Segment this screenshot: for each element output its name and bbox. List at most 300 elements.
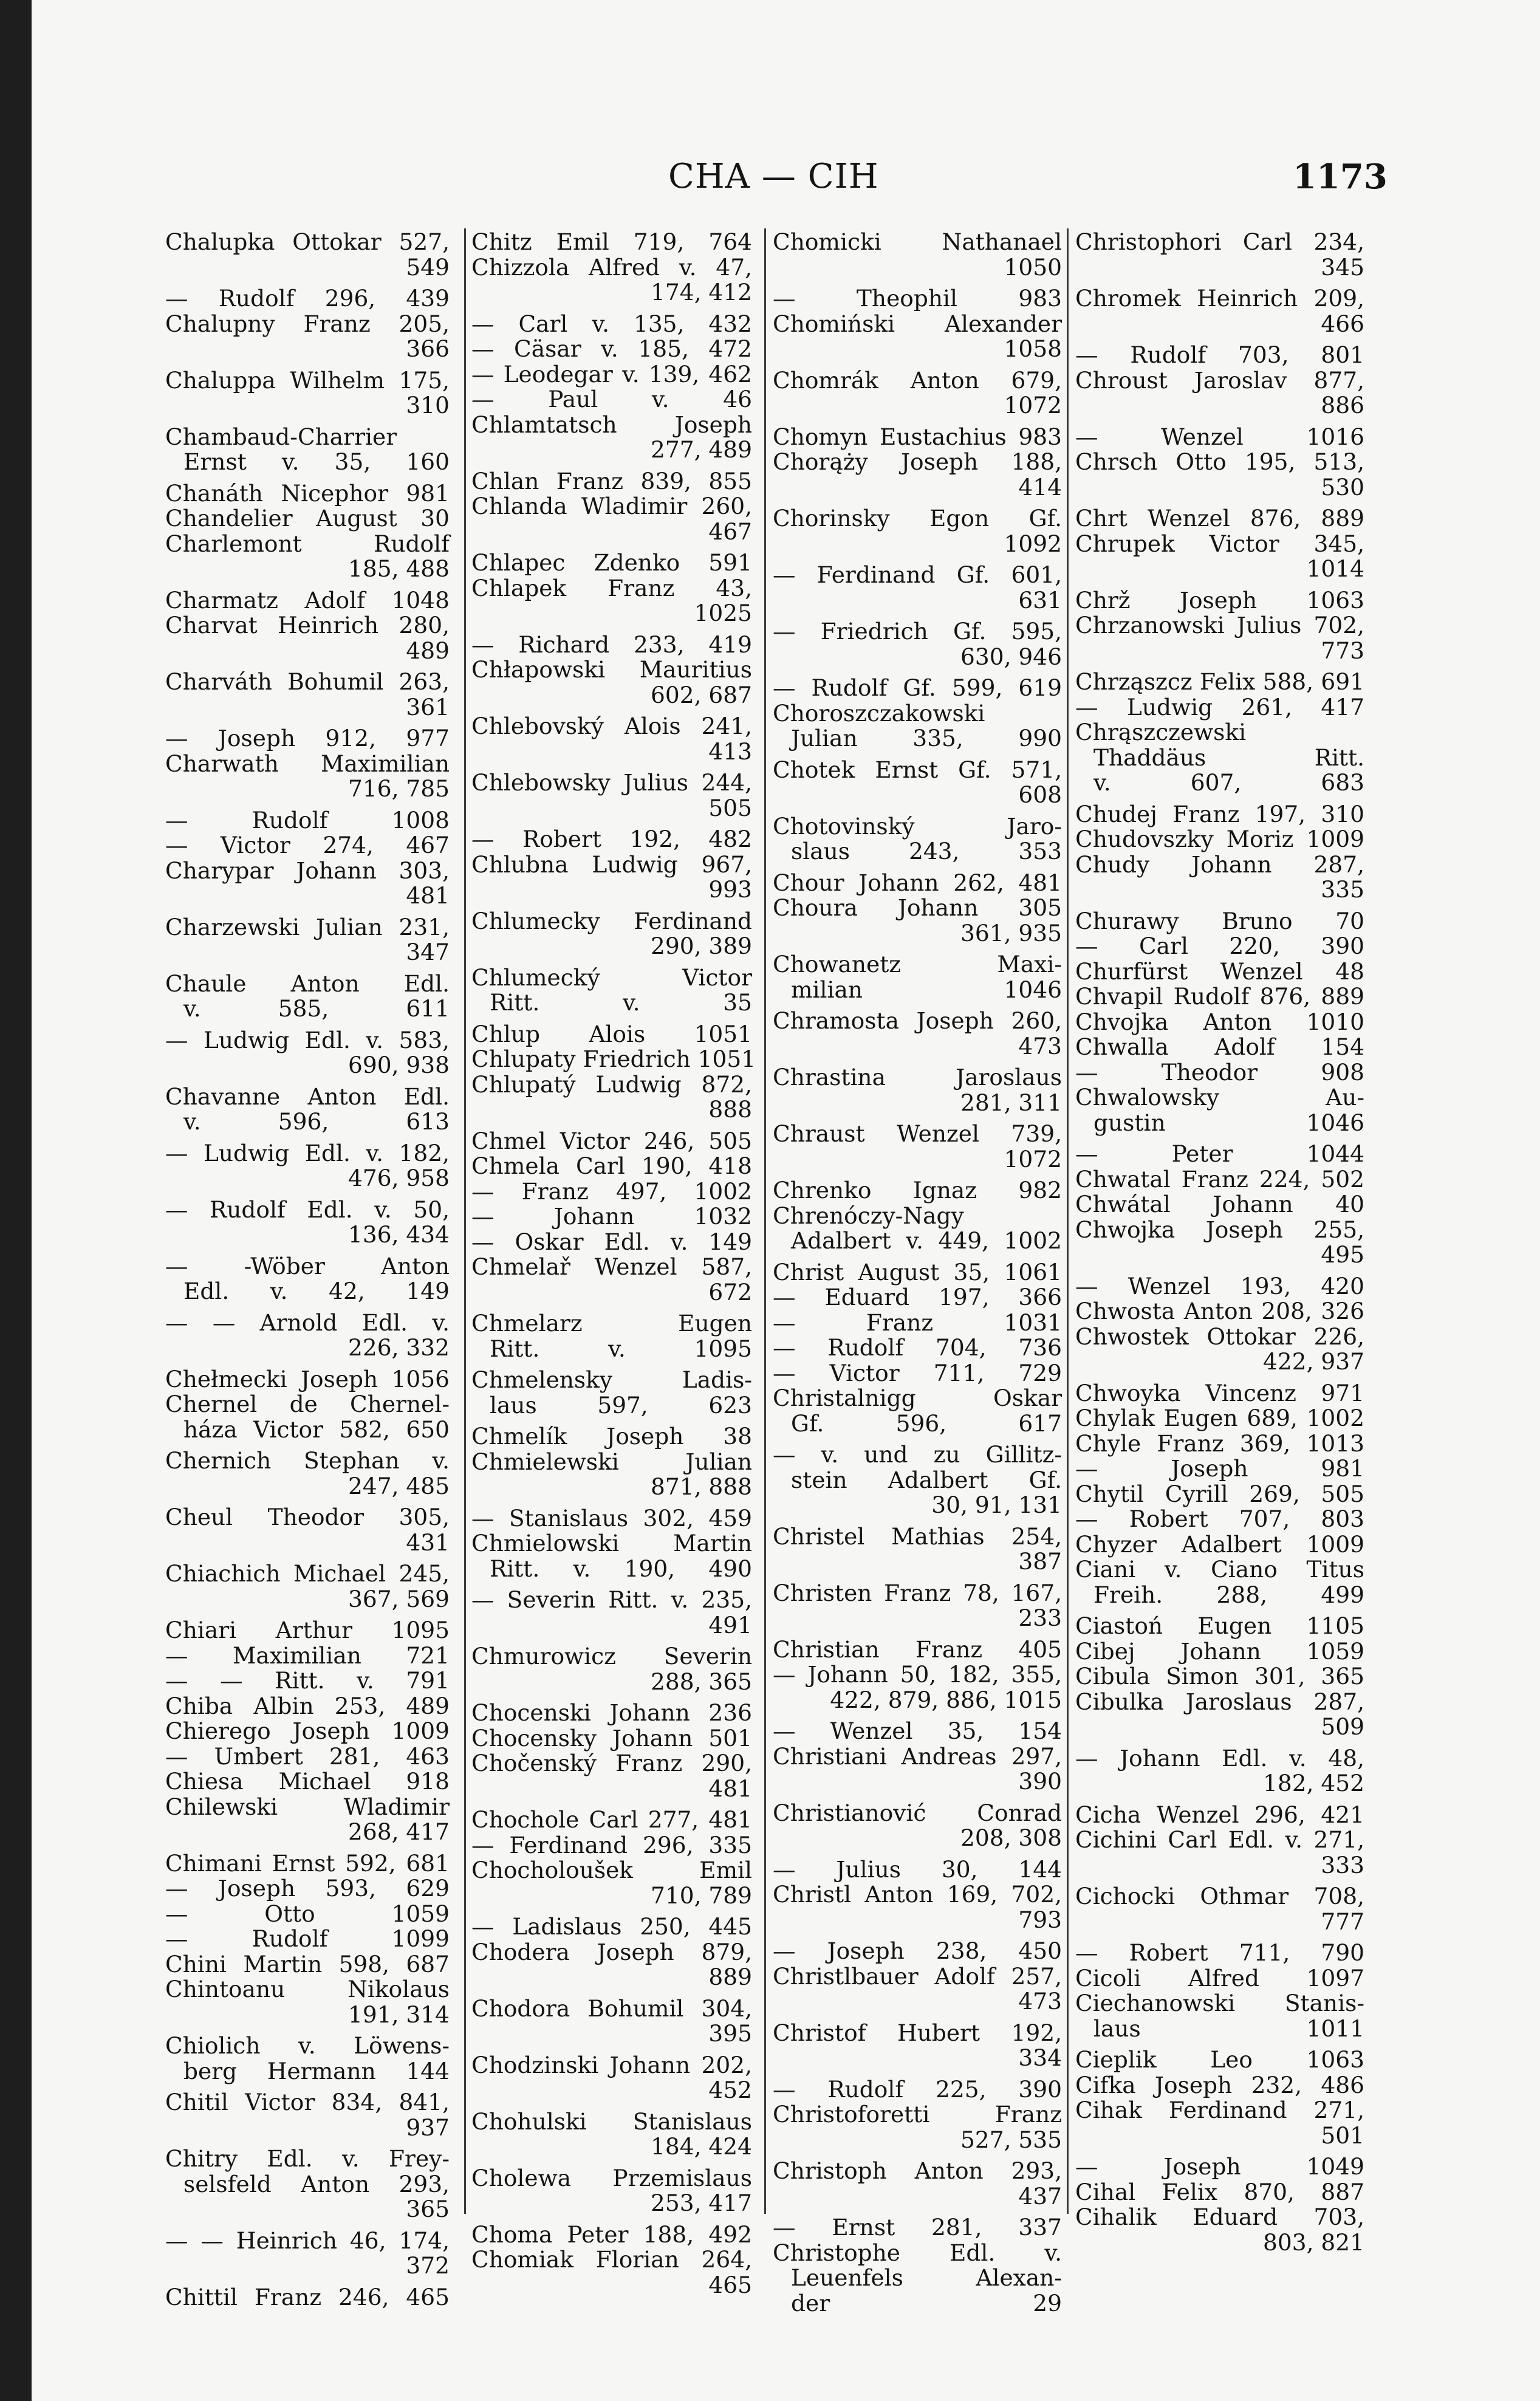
index-entry [471, 1022, 752, 1047]
index-entry [773, 286, 1062, 312]
entry-line: Christoph Anton 293, [773, 2157, 1062, 2184]
entry-continuation: 366 [406, 335, 450, 362]
entry-line: — Joseph 981 [1075, 1455, 1364, 1482]
entry-line: Charzewski Julian 231, [165, 913, 450, 940]
entry-line: Chernich Stephan v. [165, 1447, 450, 1474]
entry-continuation: 30, 91, 131 [931, 1492, 1062, 1518]
entry-line: — Oskar Edl. v. 149 [471, 1228, 752, 1255]
index-entry [773, 425, 1062, 450]
index-entry [471, 1424, 752, 1450]
index-entry [165, 2228, 450, 2279]
index-entry [1075, 532, 1364, 582]
entry-line: — Ludwig Edl. v. 583, [165, 1026, 450, 1053]
entry-continuation: 347 [406, 939, 450, 965]
entry-line: — Ladislaus 250, 445 [471, 1913, 752, 1940]
entry-line: Chittil Franz 246, 465 [165, 2283, 450, 2310]
index-entry [1075, 506, 1364, 532]
entry-line: Chvapil Rudolf 876, 889 [1075, 983, 1364, 1010]
entry-continuation: 871, 888 [651, 1473, 752, 1500]
entry-line: Chudovszky Moriz 1009 [1075, 826, 1364, 852]
entry-continuation: 437 [1018, 2182, 1062, 2210]
entry-line: Cifka Joseph 232, 486 [1075, 2071, 1364, 2098]
page-title: CHA — CIH [668, 157, 879, 196]
entry-line: — — Arnold Edl. v. [165, 1309, 450, 1336]
entry-line: Chramosta Joseph 260, [773, 1007, 1062, 1034]
entry-line: Chomicki Nathanael [773, 228, 1062, 255]
index-entry [471, 852, 752, 903]
entry-line: — Rudolf 704, 736 [773, 1334, 1062, 1361]
index-entry [471, 1701, 752, 1726]
entry-continuation: 690, 938 [348, 1052, 450, 1078]
index-entry [471, 469, 752, 495]
index-entry [165, 1254, 450, 1304]
entry-line: — Julius 30, 144 [773, 1855, 1062, 1883]
entry-line: Chwalla Adolf 154 [1075, 1033, 1364, 1060]
entry-continuation: háza Victor 582, 650 [183, 1416, 450, 1443]
index-entry [471, 1255, 752, 1305]
entry-line: Chmelarz Eugen [471, 1310, 752, 1337]
index-entry [1075, 1966, 1364, 1992]
entry-line: Chodora Bohumil 304, [471, 1995, 752, 2022]
entry-line: — Rudolf 1099 [165, 1925, 450, 1952]
index-entry [1075, 1085, 1364, 1135]
index-entry [165, 230, 450, 280]
entry-continuation: 630, 946 [960, 643, 1062, 670]
index-entry [773, 1386, 1062, 1436]
entry-line: — Maximilian 721 [165, 1642, 450, 1669]
entry-line: — Cäsar v. 185, 472 [471, 335, 752, 362]
index-entry [471, 657, 752, 708]
entry-line: Chohulski Stanislaus [471, 2108, 752, 2135]
index-entry [1075, 343, 1364, 368]
index-entry [1075, 1167, 1364, 1193]
entry-continuation: 226, 332 [348, 1334, 450, 1361]
index-entry [165, 588, 450, 614]
entry-line: — Umbert 281, 463 [165, 1742, 450, 1770]
index-entry [165, 1367, 450, 1392]
index-entry [1075, 1664, 1364, 1690]
entry-line: Cicoli Alfred 1097 [1075, 1964, 1364, 1992]
index-entry [165, 808, 450, 834]
entry-continuation: v. 607, 683 [1093, 769, 1364, 796]
entry-line: — Ernst 281, 337 [773, 2214, 1062, 2241]
entry-line: — Theodor 908 [1075, 1058, 1364, 1086]
entry-line: — Robert 707, 803 [1075, 1505, 1364, 1532]
entry-continuation: 136, 434 [348, 1221, 450, 1248]
index-entry [471, 2109, 752, 2160]
entry-line: Chlan Franz 839, 855 [471, 467, 752, 495]
index-entry [165, 1719, 450, 1744]
entry-continuation: 290, 389 [651, 933, 752, 959]
entry-continuation: selsfeld Anton 293, [183, 2170, 450, 2197]
index-entry [773, 1857, 1062, 1883]
index-entry [165, 1769, 450, 1795]
entry-continuation: 716, 785 [348, 775, 450, 802]
entry-line: Chytil Cyrill 269, 505 [1075, 1480, 1364, 1507]
entry-continuation: 414 [1018, 473, 1062, 501]
index-entry [773, 312, 1062, 362]
index-entry [165, 1561, 450, 1612]
entry-line: Cichini Carl Edl. v. 271, [1075, 1826, 1364, 1853]
index-entry [773, 1581, 1062, 1631]
entry-line: Chroust Jaroslav 877, [1075, 366, 1364, 394]
entry-continuation: 473 [1018, 1032, 1062, 1060]
index-entry [773, 1637, 1062, 1663]
entry-continuation: 937 [406, 2114, 450, 2141]
entry-line: Chwátal Johann 40 [1075, 1191, 1364, 1218]
index-entry [773, 1310, 1062, 1336]
entry-line: Christl Anton 169, 702, [773, 1881, 1062, 1908]
entry-line: Chorinsky Egon Gf. [773, 505, 1062, 532]
index-entry [471, 230, 752, 255]
index-entry [471, 550, 752, 576]
index-entry [165, 670, 450, 720]
entry-continuation: 335 [1321, 876, 1364, 903]
index-entry [471, 1940, 752, 1990]
index-entry [1075, 1746, 1364, 1796]
index-entry [773, 450, 1062, 500]
index-entry [471, 1531, 752, 1581]
entry-continuation: 361 [406, 693, 450, 721]
entry-continuation: 233 [1018, 1605, 1062, 1631]
entry-continuation: 1072 [1004, 392, 1062, 419]
index-entry [165, 1902, 450, 1927]
entry-line: Christen Franz 78, 167, [773, 1579, 1062, 1606]
entry-continuation: gustin 1046 [1093, 1109, 1364, 1136]
entry-continuation: 672 [708, 1278, 752, 1306]
index-entry [165, 1876, 450, 1902]
index-entry [1075, 984, 1364, 1010]
index-entry [165, 1505, 450, 1555]
entry-line: Chlamtatsch Joseph [471, 411, 752, 438]
entry-line: — Rudolf 1008 [165, 806, 450, 834]
entry-line: Christ August 35, 1061 [773, 1258, 1062, 1286]
entry-line: — Theophil 983 [773, 285, 1062, 312]
entry-line: Charváth Bohumil 263, [165, 668, 450, 695]
index-entry [1075, 1614, 1364, 1639]
index-entry [165, 312, 450, 362]
entry-continuation: 390 [1018, 1768, 1062, 1795]
index-entry [773, 1524, 1062, 1575]
entry-line: Christlbauer Adolf 257, [773, 1962, 1062, 1990]
index-entry [165, 1392, 450, 1442]
entry-continuation: 422, 879, 886, 1015 [830, 1686, 1062, 1713]
entry-continuation: 476, 958 [348, 1165, 450, 1191]
index-entry [471, 632, 752, 658]
entry-continuation: milian 1046 [791, 976, 1062, 1003]
entry-line: Chudy Johann 287, [1075, 851, 1364, 878]
index-entry [165, 532, 450, 582]
index-entry [1075, 1639, 1364, 1665]
entry-line: Christian Franz 405 [773, 1635, 1062, 1663]
index-entry [773, 2241, 1062, 2317]
index-entry [1075, 1482, 1364, 1507]
scan-left-edge [0, 0, 32, 2401]
index-entry [165, 2146, 450, 2222]
entry-continuation: 465 [708, 2271, 752, 2298]
index-entry [773, 1009, 1062, 1059]
entry-line: Chwatal Franz 224, 502 [1075, 1165, 1364, 1193]
entry-continuation: 466 [1321, 310, 1364, 337]
index-entry [1075, 1142, 1364, 1167]
index-entry [165, 1028, 450, 1078]
entry-continuation: 481 [708, 1775, 752, 1802]
entry-continuation: 253, 417 [651, 2190, 752, 2216]
entry-line: Chotek Ernst Gf. 571, [773, 756, 1062, 783]
entry-continuation: Ritt. v. 1095 [490, 1335, 752, 1362]
entry-line: Chavanne Anton Edl. [165, 1083, 450, 1110]
entry-line: Chitz Emil 719, 764 [471, 228, 752, 255]
entry-line: Chlup Alois 1051 [471, 1020, 752, 1047]
entry-line: Chrž Joseph 1063 [1075, 586, 1364, 614]
entry-line: — Richard 233, 419 [471, 631, 752, 658]
entry-line: — Franz 1031 [773, 1309, 1062, 1336]
index-entry [165, 286, 450, 312]
entry-line: Chiachich Michael 245, [165, 1560, 450, 1587]
index-entry [773, 1964, 1062, 2015]
index-entry [773, 1122, 1062, 1172]
entry-line: Christophori Carl 234, [1075, 228, 1364, 255]
index-entry [1075, 1557, 1364, 1608]
index-entry [165, 1197, 450, 1248]
index-entry [773, 1719, 1062, 1744]
entry-line: Cihalik Eduard 703, [1075, 2204, 1364, 2230]
entry-line: — Carl v. 135, 432 [471, 310, 752, 337]
index-entry [471, 1588, 752, 1638]
entry-line: — Joseph 912, 977 [165, 725, 450, 752]
index-entry [773, 619, 1062, 670]
entry-line: Chodzinski Johann 202, [471, 2051, 752, 2078]
index-entry [471, 1751, 752, 1801]
entry-continuation: 268, 417 [348, 1818, 450, 1845]
entry-continuation: 431 [406, 1529, 450, 1556]
index-entry [773, 2159, 1062, 2209]
index-entry [773, 676, 1062, 701]
index-entry [471, 1506, 752, 1532]
entry-line: Cieplik Leo 1063 [1075, 2046, 1364, 2073]
entry-line: Chmelař Wenzel 587, [471, 1253, 752, 1280]
index-entry [773, 1662, 1062, 1713]
index-entry [471, 387, 752, 413]
entry-line: Chrupek Victor 345, [1075, 530, 1364, 557]
index-entry [773, 1361, 1062, 1386]
entry-line: Chalupka Ottokar 527, [165, 228, 450, 255]
entry-line: Chalupny Franz 205, [165, 310, 450, 337]
index-entry [1075, 852, 1364, 903]
entry-line: Cicha Wenzel 296, 421 [1075, 1801, 1364, 1828]
entry-line: Chandelier August 30 [165, 505, 450, 532]
index-entry [1075, 2073, 1364, 2098]
entry-continuation: 777 [1321, 1908, 1364, 1935]
entry-line: — Robert 192, 482 [471, 826, 752, 852]
index-entry [165, 1851, 450, 1877]
index-entry [773, 1744, 1062, 1795]
entry-line: Chrsch Otto 195, 513, [1075, 448, 1364, 475]
index-entry [1075, 450, 1364, 500]
entry-line: Chrt Wenzel 876, 889 [1075, 505, 1364, 532]
index-entry [1075, 2180, 1364, 2205]
entry-line: Ciani v. Ciano Titus [1075, 1556, 1364, 1583]
index-entry [1075, 670, 1364, 695]
entry-continuation: 413 [708, 738, 752, 765]
entry-line: Chlumecky Ferdinand [471, 907, 752, 934]
entry-continuation: Freih. 288, 499 [1093, 1581, 1364, 1608]
entry-continuation: 372 [406, 2252, 450, 2279]
index-entry [165, 613, 450, 663]
index-entry [773, 506, 1062, 557]
entry-line: Chotovinský Jaro- [773, 812, 1062, 840]
index-entry [1075, 1324, 1364, 1375]
entry-continuation: 491 [708, 1611, 752, 1639]
index-entry [471, 1644, 752, 1694]
index-entry [1075, 1690, 1364, 1740]
index-entry [471, 1230, 752, 1255]
entry-line: — Rudolf 703, 801 [1075, 341, 1364, 368]
index-entry [471, 2053, 752, 2103]
index-entry [165, 971, 450, 1022]
entry-continuation: 345 [1321, 253, 1364, 281]
entry-line: — Robert 711, 790 [1075, 1939, 1364, 1966]
entry-line: — Paul v. 46 [471, 386, 752, 413]
index-entry [471, 965, 752, 1016]
entry-continuation: laus 597, 623 [490, 1391, 752, 1419]
index-entry [165, 752, 450, 802]
entry-line: Chomiak Florian 264, [471, 2246, 752, 2273]
index-entry [165, 2285, 450, 2310]
index-entry [773, 1442, 1062, 1518]
entry-continuation: 509 [1321, 1713, 1364, 1740]
entry-line: Chmel Victor 246, 505 [471, 1127, 752, 1154]
entry-continuation: 208, 308 [960, 1824, 1062, 1851]
entry-line: Chwojka Joseph 255, [1075, 1216, 1364, 1243]
index-entry [165, 2033, 450, 2084]
index-entry [1075, 425, 1364, 450]
entry-continuation: der 29 [791, 2289, 1062, 2317]
index-entry [1075, 1431, 1364, 1457]
entry-line: — Wenzel 193, 420 [1075, 1272, 1364, 1300]
index-entry [471, 1311, 752, 1361]
entry-line: Christof Hubert 192, [773, 2019, 1062, 2046]
entry-continuation: 473 [1018, 1988, 1062, 2015]
index-entry [1075, 1274, 1364, 1300]
column-divider [764, 228, 766, 2214]
entry-continuation: 367, 569 [348, 1585, 450, 1612]
entry-continuation: 185, 488 [348, 555, 450, 582]
entry-line: — Leodegar v. 139, 462 [471, 360, 752, 388]
entry-line: Chizzola Alfred v. 47, [471, 253, 752, 281]
entry-continuation: 803, 821 [1263, 2228, 1364, 2256]
index-entry [1075, 1192, 1364, 1218]
entry-continuation: 277, 489 [651, 436, 752, 463]
index-entry [471, 909, 752, 959]
index-entry [165, 726, 450, 752]
index-entry [471, 1914, 752, 1940]
index-entry [471, 1833, 752, 1858]
entry-line: Ciechanowski Stanis- [1075, 1990, 1364, 2016]
entry-continuation: 793 [1018, 1906, 1062, 1933]
entry-continuation: 191, 314 [348, 2001, 450, 2028]
entry-continuation: 549 [406, 253, 450, 281]
entry-line: Churawy Bruno 70 [1075, 907, 1364, 934]
entry-continuation: 886 [1321, 392, 1364, 419]
entry-continuation: 608 [1018, 781, 1062, 808]
entry-continuation: 288, 365 [651, 1668, 752, 1695]
entry-line: Charmatz Adolf 1048 [165, 586, 450, 614]
entry-line: Chiba Albin 253, 489 [165, 1692, 450, 1719]
column-divider [1067, 228, 1069, 2214]
index-entry [1075, 230, 1364, 280]
index-entry [773, 230, 1062, 280]
index-entry [165, 1643, 450, 1669]
entry-continuation: 365 [406, 2196, 450, 2222]
entry-continuation: 395 [708, 2020, 752, 2047]
index-entry [1075, 934, 1364, 959]
index-entry [1075, 368, 1364, 419]
entry-line: Chlupatý Ludwig 872, [471, 1070, 752, 1098]
entry-line: Choma Peter 188, 492 [471, 2221, 752, 2248]
index-entry [471, 494, 752, 544]
entry-line: Chwoyka Vincenz 971 [1075, 1379, 1364, 1406]
entry-line: Christalnigg Oskar [773, 1385, 1062, 1411]
entry-line: — Johann 1032 [471, 1203, 752, 1230]
entry-line: Chlumecký Victor [471, 964, 752, 991]
index-entry [1075, 1381, 1364, 1406]
entry-line: Chochole Carl 277, 481 [471, 1806, 752, 1833]
index-entry [773, 701, 1062, 752]
entry-line: Cihak Ferdinand 271, [1075, 2097, 1364, 2123]
entry-line: Chilewski Wladimir [165, 1793, 450, 1820]
entry-continuation: Leuenfels Alexan- [791, 2264, 1062, 2291]
entry-continuation: Adalbert v. 449, 1002 [791, 1227, 1062, 1254]
entry-continuation: laus 1011 [1093, 2015, 1364, 2042]
entry-line: Chour Johann 262, 481 [773, 869, 1062, 896]
entry-line: — — Heinrich 46, 174, [165, 2227, 450, 2254]
index-entry [471, 2247, 752, 2298]
index-entry [471, 312, 752, 337]
index-entry [471, 1204, 752, 1230]
entry-continuation: 888 [708, 1096, 752, 1123]
entry-line: Chmielewski Julian [471, 1448, 752, 1475]
index-entry [1075, 588, 1364, 614]
entry-line: Chlapec Zdenko 591 [471, 549, 752, 576]
index-entry [471, 1368, 752, 1418]
index-entry [773, 2077, 1062, 2103]
entry-line: — Joseph 238, 450 [773, 1937, 1062, 1964]
index-entry [1075, 720, 1364, 796]
page-number: 1173 [1293, 157, 1388, 197]
entry-line: Chocholoušek Emil [471, 1857, 752, 1883]
index-entry [471, 1726, 752, 1752]
entry-line: Cholewa Przemislaus [471, 2164, 752, 2191]
entry-line: — Victor 274, 467 [165, 832, 450, 858]
entry-line: Chlebovský Alois 241, [471, 713, 752, 739]
index-entry [1075, 286, 1364, 337]
index-entry [1075, 1010, 1364, 1035]
entry-continuation: 361, 935 [960, 919, 1062, 947]
index-entry [1075, 1827, 1364, 1878]
entry-line: Chrąszczewski [1075, 719, 1247, 745]
entry-continuation: 602, 687 [651, 681, 752, 708]
index-entry [165, 1977, 450, 2027]
index-entry [471, 255, 752, 306]
entry-line: — Carl 220, 390 [1075, 933, 1364, 959]
entry-line: Chini Martin 598, 687 [165, 1950, 450, 1978]
entry-line: Chernel de Chernel- [165, 1391, 450, 1417]
index-entry [1075, 909, 1364, 934]
index-entry [165, 1618, 450, 1643]
entry-continuation: 174, 412 [651, 279, 752, 306]
entry-continuation: v. 596, 613 [183, 1108, 450, 1135]
